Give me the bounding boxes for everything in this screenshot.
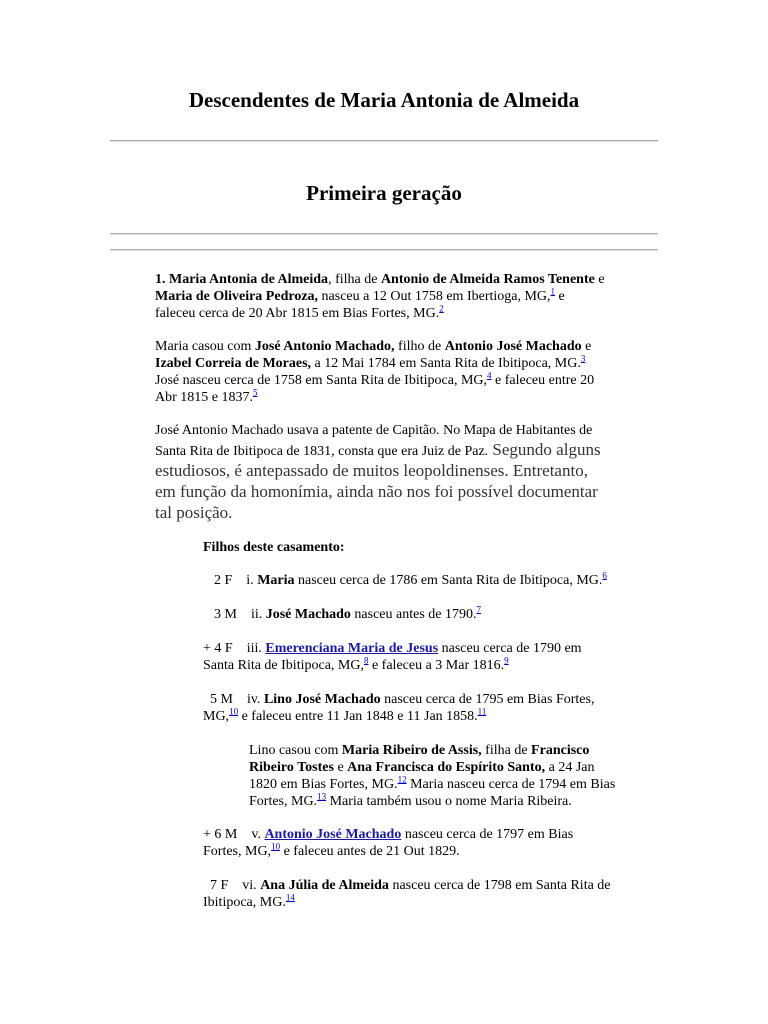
text: nasceu a 12 Out 1758 em Ibertioga, MG,	[318, 289, 551, 304]
child-name: Ana Júlia de Almeida	[260, 878, 389, 893]
footnote-link[interactable]: 7	[476, 604, 481, 615]
child-entry	[203, 877, 673, 911]
footnote-link[interactable]: 10	[229, 706, 239, 717]
text: e faleceu entre 11 Jan 1848 e 11 Jan 1858.	[238, 709, 478, 724]
footnote-link[interactable]: 14	[285, 892, 295, 903]
footnote-link[interactable]: 9	[504, 655, 509, 666]
text: e	[581, 339, 592, 354]
text: , filha de	[328, 272, 381, 287]
spouse-mother-name: Ana Francisca do Espírito Santo,	[347, 760, 546, 775]
text: nasceu cerca de 1795 em Bias Fortes,	[380, 692, 595, 707]
footnote-link[interactable]: 2	[439, 303, 444, 314]
text: e	[594, 272, 605, 287]
divider	[110, 249, 658, 251]
spouse-father-name: Ribeiro Tostes	[249, 760, 334, 775]
divider	[110, 140, 658, 142]
footnote-link[interactable]: 11	[477, 706, 487, 717]
child-name: Lino José Machado	[263, 692, 381, 707]
footnote-link[interactable]: 5	[253, 387, 258, 398]
child-marker: 3 M	[214, 607, 237, 622]
footnote-link[interactable]: 10	[271, 841, 281, 852]
text: MG,	[203, 709, 230, 724]
spouse-mother-name: Izabel Correia de Moraes,	[155, 356, 312, 371]
notes-paragraph	[155, 422, 675, 523]
footnote-link[interactable]: 6	[602, 570, 607, 581]
text: José Antonio Machado usava a patente de Capitão. No Mapa de Habitantes de	[155, 423, 593, 438]
child-name: José Machado	[265, 607, 351, 622]
text: tal posição.	[155, 503, 233, 522]
children-heading	[203, 539, 345, 556]
footnote-link[interactable]: 13	[317, 791, 327, 802]
text: e faleceu entre 20	[491, 373, 595, 388]
text: e faleceu antes de 21 Out 1829.	[280, 844, 460, 859]
child-marker: 7 F	[210, 878, 229, 893]
text: Maria nasceu cerca de 1794 em Bias	[406, 777, 616, 792]
child-marker: 5 M	[210, 692, 233, 707]
text: filho de	[394, 339, 445, 354]
child-marker: + 6 M	[203, 827, 238, 842]
text: Maria também usou o nome Maria Ribeira.	[326, 794, 572, 809]
child-marriage	[249, 742, 669, 810]
text: nasceu antes de 1790.	[350, 607, 477, 622]
text: nasceu cerca de 1790 em	[438, 641, 582, 656]
text: nasceu cerca de 1798 em Santa Rita de	[388, 878, 611, 893]
text: Maria casou com	[155, 339, 255, 354]
entry-number: 1.	[155, 272, 166, 287]
person-entry	[155, 271, 675, 322]
text: a 12 Mai 1784 em Santa Rita de Ibitipoca, MG.	[311, 356, 581, 371]
child-ordinal: v.	[251, 827, 261, 842]
mother-name: Maria de Oliveira Pedroza,	[155, 289, 319, 304]
spouse-father-name: Antonio José Machado	[444, 339, 582, 354]
footnote-link[interactable]: 8	[363, 655, 369, 666]
text: e faleceu a 3 Mar 1816.	[368, 658, 505, 673]
text: a 24 Jan	[545, 760, 595, 775]
child-ordinal: ii.	[250, 607, 263, 622]
marriage-paragraph	[155, 338, 675, 406]
text: Fortes, MG,	[203, 844, 272, 859]
child-ordinal: vi.	[242, 878, 257, 893]
text: faleceu cerca de 20 Abr 1815 em Bias Fortes, MG.	[155, 306, 440, 321]
divider	[110, 233, 658, 235]
child-name-link[interactable]: Emerenciana Maria de Jesus	[265, 641, 439, 656]
child-ordinal: iii.	[246, 641, 262, 656]
spouse-name: José Antonio Machado,	[254, 339, 395, 354]
child-marker: + 4 F	[203, 641, 233, 656]
spouse-father-name: Francisco	[531, 743, 590, 758]
text: nasceu cerca de 1786 em Santa Rita de Ibitipoca, MG.	[294, 573, 603, 588]
text: Abr 1815 e 1837.	[155, 390, 253, 405]
spouse-name: Maria Ribeiro de Assis,	[341, 743, 482, 758]
text: Ibitipoca, MG.	[203, 895, 286, 910]
text: Segundo alguns	[488, 440, 601, 459]
child-entry	[203, 691, 673, 725]
child-name-link[interactable]: Antonio José Machado	[264, 827, 402, 842]
footnote-link[interactable]: 3	[580, 353, 586, 364]
text: em função da homonímia, ainda não nos foi possível documentar	[155, 482, 598, 501]
text: filha de	[481, 743, 532, 758]
footnote-link[interactable]: 1	[550, 286, 556, 297]
text: Lino casou com	[249, 743, 342, 758]
text: Fortes, MG.	[249, 794, 318, 809]
child-entry	[203, 640, 673, 674]
father-name: Antonio de Almeida Ramos Tenente	[380, 272, 595, 287]
text: e	[555, 289, 565, 304]
child-name: Maria	[257, 573, 295, 588]
text: estudiosos, é antepassado de muitos leopoldinenses. Entretanto,	[155, 461, 588, 480]
footnote-link[interactable]: 12	[397, 774, 407, 785]
page-title: Descendentes de Maria Antonia de Almeida	[188, 88, 580, 112]
child-entry	[214, 606, 481, 623]
person-name: Maria Antonia de Almeida	[169, 272, 329, 287]
child-ordinal: i.	[246, 573, 254, 588]
child-ordinal: iv.	[246, 692, 261, 707]
child-entry	[203, 826, 673, 860]
text: e	[333, 760, 348, 775]
child-marker: 2 F	[214, 573, 233, 588]
text: Santa Rita de Ibitipoca, MG,	[203, 658, 364, 673]
text: José nasceu cerca de 1758 em Santa Rita de Ibitipoca, MG,	[155, 373, 488, 388]
text: 1820 em Bias Fortes, MG.	[249, 777, 398, 792]
section-title: Primeira geração	[306, 181, 462, 205]
child-entry	[214, 572, 607, 589]
heading-text: Filhos deste casamento:	[203, 540, 345, 555]
text: nasceu cerca de 1797 em Bias	[401, 827, 574, 842]
text: Santa Rita de Ibitipoca de 1831, consta que era Juiz de Paz.	[155, 444, 489, 459]
footnote-link[interactable]: 4	[487, 370, 492, 381]
